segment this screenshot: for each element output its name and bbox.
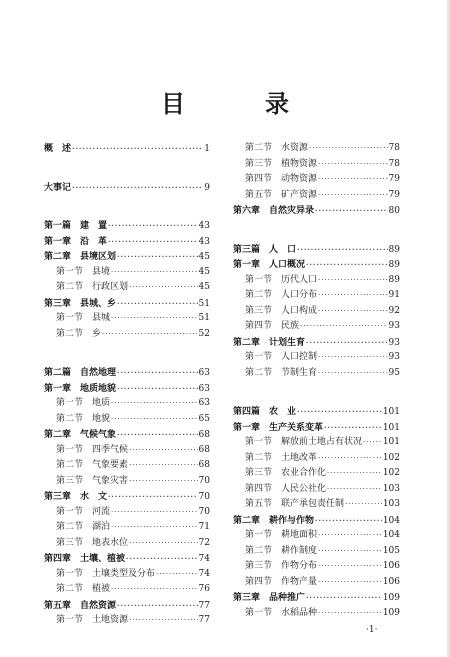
toc-leader-dots [111, 412, 198, 428]
toc-entry-page: 106 [382, 576, 400, 587]
toc-entry-label: 概 述 [44, 144, 72, 154]
toc-entry-label: 第四篇 农 业 [233, 407, 297, 417]
toc-entry[interactable] [233, 466, 400, 482]
toc-leader-dots [318, 288, 388, 304]
toc-leader-dots [111, 582, 198, 598]
toc-entry-label: 第四节 人民公社化 [245, 483, 327, 494]
toc-entry-page: 109 [382, 607, 400, 618]
toc-entry[interactable] [233, 451, 400, 467]
toc-leader-dots [129, 474, 198, 490]
toc-entry[interactable] [44, 520, 210, 536]
toc-leader-dots [102, 327, 198, 343]
toc-leader-dots [315, 513, 382, 529]
toc-leader-dots [318, 606, 382, 622]
toc-leader-dots [318, 575, 382, 591]
toc-entry[interactable] [44, 180, 210, 196]
toc-leader-dots [111, 265, 198, 281]
toc-entry[interactable] [44, 567, 210, 583]
toc-entry-label: 第二章 耕作与作物 [233, 515, 315, 526]
toc-entry-page: 77 [198, 615, 210, 625]
toc-entry[interactable] [44, 249, 210, 265]
toc-entry[interactable] [233, 575, 400, 591]
toc-leader-dots [126, 551, 198, 567]
toc-entry-page: 101 [382, 422, 400, 433]
toc-entry-page: 65 [198, 413, 210, 424]
toc-leader-dots [156, 567, 198, 583]
toc-entry-label: 第五节 联产承包责任制 [245, 499, 345, 509]
toc-entry-page: 45 [198, 266, 210, 277]
toc-entry-page: 80 [388, 206, 400, 216]
toc-entry[interactable] [233, 497, 400, 513]
toc-leader-dots [318, 544, 382, 560]
toc-entry-label: 第三章 水 文 [44, 492, 108, 502]
toc-entry[interactable] [44, 505, 210, 521]
toc-entry-label: 第一节 解放前土地占有状况 [245, 437, 363, 447]
toc-spacer [44, 157, 210, 180]
toc-entry[interactable] [233, 319, 400, 335]
toc-entry-page: 74 [198, 554, 210, 564]
toc-leader-dots [129, 536, 198, 552]
toc-entry[interactable] [44, 365, 210, 381]
toc-entry[interactable] [44, 381, 210, 397]
toc-leader-dots [345, 497, 382, 513]
toc-entry-page: 89 [388, 260, 400, 270]
toc-entry-page: 70 [198, 475, 210, 486]
toc-entry-label: 第二章 气候气象 [44, 430, 117, 440]
toc-leader-dots [318, 559, 382, 575]
toc-entry[interactable] [233, 513, 400, 529]
toc-leader-dots [129, 443, 198, 459]
toc-entry-page: 76 [198, 584, 210, 594]
toc-entry-label: 第三节 农业合作化 [245, 468, 327, 478]
toc-entry[interactable] [44, 443, 210, 459]
toc-entry[interactable] [233, 590, 400, 606]
toc-entry-page: 79 [388, 189, 400, 200]
toc-entry[interactable] [233, 203, 400, 219]
toc-leader-dots [306, 590, 382, 606]
toc-entry[interactable] [44, 613, 210, 629]
toc-entry[interactable] [233, 350, 400, 366]
toc-leader-dots [318, 273, 388, 289]
toc-entry[interactable] [44, 265, 210, 281]
toc-entry[interactable] [44, 218, 210, 234]
toc-entry-page: 9 [204, 182, 210, 193]
toc-entry[interactable] [44, 458, 210, 474]
toc-leader-dots [318, 304, 388, 320]
toc-entry[interactable] [233, 366, 400, 382]
toc-entry[interactable] [44, 536, 210, 552]
toc-entry-label: 第二章 计划生育 [233, 337, 306, 348]
toc-leader-dots [315, 203, 388, 219]
toc-title: 目 录 [161, 89, 317, 118]
toc-entry-page: 78 [388, 143, 400, 153]
toc-entry-label: 第一节 水稻品种 [245, 607, 318, 618]
toc-spacer [44, 342, 210, 365]
toc-entry-label: 第一节 土地资源 [56, 615, 129, 625]
toc-entry-label: 第四节 民族 [245, 321, 300, 331]
toc-leader-dots [309, 141, 388, 157]
toc-entry[interactable] [233, 304, 400, 320]
toc-entry-page: 74 [198, 568, 210, 579]
toc-entry[interactable] [233, 288, 400, 304]
toc-entry[interactable] [233, 404, 400, 420]
toc-entry-label: 第五章 自然资源 [44, 600, 117, 611]
toc-entry-page: 72 [198, 537, 210, 548]
toc-entry[interactable] [233, 420, 400, 436]
toc-spacer [44, 195, 210, 218]
toc-entry-label: 第四章 土壤、植被 [44, 554, 126, 564]
toc-entry-page: 95 [388, 367, 400, 378]
toc-entry-label: 第二节 土地改革 [245, 452, 318, 463]
toc-entry[interactable] [233, 172, 400, 188]
toc-entry-page: 63 [198, 368, 210, 378]
toc-entry-page: 43 [198, 221, 210, 231]
toc-entry-label: 第二节 湖泊 [56, 522, 111, 532]
toc-entry-label: 第一节 地质 [56, 398, 111, 408]
toc-entry-label: 第一章 地质地貌 [44, 383, 117, 394]
toc-entry[interactable] [233, 273, 400, 289]
toc-leader-dots [111, 396, 198, 412]
toc-entry-page: 109 [382, 593, 400, 603]
toc-leader-dots [111, 505, 198, 521]
toc-entry-page: 91 [388, 290, 400, 300]
toc-leader-dots [327, 482, 382, 498]
toc-leader-dots [318, 157, 388, 173]
toc-entry-page: 103 [382, 499, 400, 509]
toc-entry[interactable] [233, 606, 400, 622]
toc-entry[interactable] [233, 544, 400, 560]
toc-leader-dots [318, 451, 382, 467]
toc-leader-dots [318, 366, 388, 382]
toc-entry-label: 第三节 地表水位 [56, 537, 129, 548]
toc-leader-dots [117, 598, 198, 614]
toc-leader-dots [318, 350, 388, 366]
toc-entry-page: 89 [388, 274, 400, 285]
toc-entry-label: 第三节 人口构成 [245, 305, 318, 316]
toc-leader-dots [108, 234, 198, 250]
toc-entry-label: 第二节 行政区划 [56, 282, 129, 292]
toc-entry-label: 第二节 植被 [56, 584, 111, 594]
toc-entry-page: 106 [382, 561, 400, 571]
toc-entry-page: 101 [382, 437, 400, 447]
toc-entry-label: 第一节 四季气候 [56, 444, 129, 455]
toc-leader-dots [117, 381, 198, 397]
toc-entry-page: 45 [198, 252, 210, 262]
toc-leader-dots [129, 280, 198, 296]
toc-right-column [233, 141, 400, 621]
toc-entry-label: 第一章 人口概况 [233, 260, 306, 270]
toc-leader-dots [363, 435, 382, 451]
toc-leader-dots [108, 489, 198, 505]
toc-entry-page: 101 [382, 407, 400, 417]
toc-leader-dots [111, 311, 198, 327]
toc-entry-label: 第二节 地貌 [56, 413, 111, 424]
toc-leader-dots [324, 420, 382, 436]
toc-leader-dots [327, 466, 382, 482]
toc-entry-page: 105 [382, 545, 400, 556]
toc-entry-label: 第四节 作物产量 [245, 576, 318, 587]
toc-entry-page: 45 [198, 282, 210, 292]
toc-entry-label: 第三节 植物资源 [245, 158, 318, 169]
toc-entry-page: 51 [198, 313, 210, 323]
toc-entry-label: 第五节 矿产资源 [245, 189, 318, 200]
toc-leader-dots [297, 242, 388, 258]
toc-entry-label: 第一节 县境 [56, 266, 111, 277]
toc-entry-label: 第一节 耕地面积 [245, 530, 318, 540]
toc-entry-label: 第三章 品种推广 [233, 593, 306, 603]
toc-spacer [233, 381, 400, 404]
toc-entry-page: 1 [204, 144, 210, 154]
toc-leader-dots [300, 319, 388, 335]
toc-leader-dots [306, 257, 388, 273]
toc-entry[interactable] [44, 474, 210, 490]
toc-entry-label: 第二节 乡 [56, 328, 102, 339]
toc-entry[interactable] [44, 280, 210, 296]
toc-entry-label: 第三节 气象灾害 [56, 475, 129, 486]
toc-entry-label: 第一节 河流 [56, 506, 111, 517]
toc-entry-page: 51 [198, 298, 210, 309]
toc-entry[interactable] [44, 141, 210, 157]
toc-entry[interactable] [233, 257, 400, 273]
toc-entry[interactable] [44, 582, 210, 598]
toc-entry-page: 93 [388, 352, 400, 362]
toc-leader-dots [72, 180, 203, 196]
toc-entry-label: 第二节 人口分布 [245, 290, 318, 300]
toc-entry-page: 63 [198, 383, 210, 394]
toc-entry-page: 79 [388, 174, 400, 184]
toc-leader-dots [117, 296, 198, 312]
toc-entry-page: 92 [388, 305, 400, 316]
toc-entry-label: 第二节 气象要素 [56, 460, 129, 470]
toc-entry-page: 70 [198, 492, 210, 502]
toc-entry[interactable] [44, 311, 210, 327]
toc-entry-label: 第一节 历代人口 [245, 274, 318, 285]
toc-leader-dots [297, 404, 382, 420]
toc-entry[interactable] [233, 157, 400, 173]
toc-entry[interactable] [44, 489, 210, 505]
toc-entry[interactable] [44, 598, 210, 614]
toc-entry-label: 第一篇 建 置 [44, 221, 108, 231]
toc-entry[interactable] [44, 327, 210, 343]
toc-entry-label: 第二章 县境区划 [44, 252, 117, 262]
toc-entry[interactable] [44, 234, 210, 250]
toc-entry-label: 第六章 自然灾异录 [233, 206, 315, 216]
toc-entry[interactable] [44, 296, 210, 312]
toc-entry[interactable] [233, 482, 400, 498]
toc-entry-page: 68 [198, 430, 210, 440]
toc-entry-label: 第一节 县城 [56, 313, 111, 323]
toc-entry-label: 大事记 [44, 182, 72, 193]
toc-entry[interactable] [233, 188, 400, 204]
toc-entry-page: 93 [388, 321, 400, 331]
toc-leader-dots [72, 141, 203, 157]
toc-entry[interactable] [233, 141, 400, 157]
toc-leader-dots [129, 458, 198, 474]
toc-entry-page: 102 [382, 452, 400, 463]
toc-entry-label: 第三节 作物分布 [245, 561, 318, 571]
toc-entry[interactable] [233, 559, 400, 575]
toc-leader-dots [318, 528, 382, 544]
toc-entry-label: 第二节 节制生育 [245, 367, 318, 378]
toc-entry-page: 89 [388, 244, 400, 255]
toc-entry[interactable] [233, 335, 400, 351]
toc-entry-label: 第二篇 自然地理 [44, 368, 117, 378]
toc-entry-label: 第二节 水资源 [245, 143, 309, 153]
toc-entry-label: 第一节 土壤类型及分布 [56, 568, 156, 579]
toc-entry-page: 78 [388, 158, 400, 169]
toc-entry[interactable] [44, 412, 210, 428]
toc-entry-page: 68 [198, 460, 210, 470]
toc-entry-label: 第三篇 人 口 [233, 244, 297, 255]
toc-spacer [233, 219, 400, 242]
toc-leader-dots [129, 613, 198, 629]
toc-entry-page: 70 [198, 506, 210, 517]
page-number: ·1· [366, 625, 378, 635]
toc-entry-page: 77 [198, 600, 210, 611]
toc-entry-page: 104 [382, 530, 400, 540]
toc-leader-dots [318, 172, 388, 188]
toc-leader-dots [117, 249, 198, 265]
toc-entry[interactable] [233, 435, 400, 451]
toc-entry-label: 第四节 动物资源 [245, 174, 318, 184]
toc-left-column [44, 141, 210, 629]
toc-leader-dots [318, 188, 388, 204]
toc-leader-dots [306, 335, 388, 351]
toc-entry[interactable] [233, 242, 400, 258]
toc-entry[interactable] [44, 427, 210, 443]
toc-entry-label: 第一章 生产关系变革 [233, 422, 324, 433]
toc-entry-label: 第一章 沿 革 [44, 236, 108, 247]
toc-leader-dots [117, 427, 198, 443]
toc-entry-page: 102 [382, 468, 400, 478]
toc-entry-page: 52 [198, 328, 210, 339]
toc-leader-dots [111, 520, 198, 536]
toc-entry-page: 93 [388, 337, 400, 348]
toc-leader-dots [108, 218, 198, 234]
toc-entry-page: 104 [382, 515, 400, 526]
toc-entry-label: 第三章 县城、乡 [44, 298, 117, 309]
toc-entry-page: 43 [198, 236, 210, 247]
toc-entry-page: 71 [198, 522, 210, 532]
toc-entry-page: 103 [382, 483, 400, 494]
toc-entry[interactable] [44, 551, 210, 567]
toc-entry[interactable] [233, 528, 400, 544]
toc-entry-page: 68 [198, 444, 210, 455]
toc-entry[interactable] [44, 396, 210, 412]
toc-entry-label: 第二节 耕作制度 [245, 545, 318, 556]
toc-entry-page: 63 [198, 398, 210, 408]
toc-leader-dots [117, 365, 198, 381]
toc-entry-label: 第一节 人口控制 [245, 352, 318, 362]
